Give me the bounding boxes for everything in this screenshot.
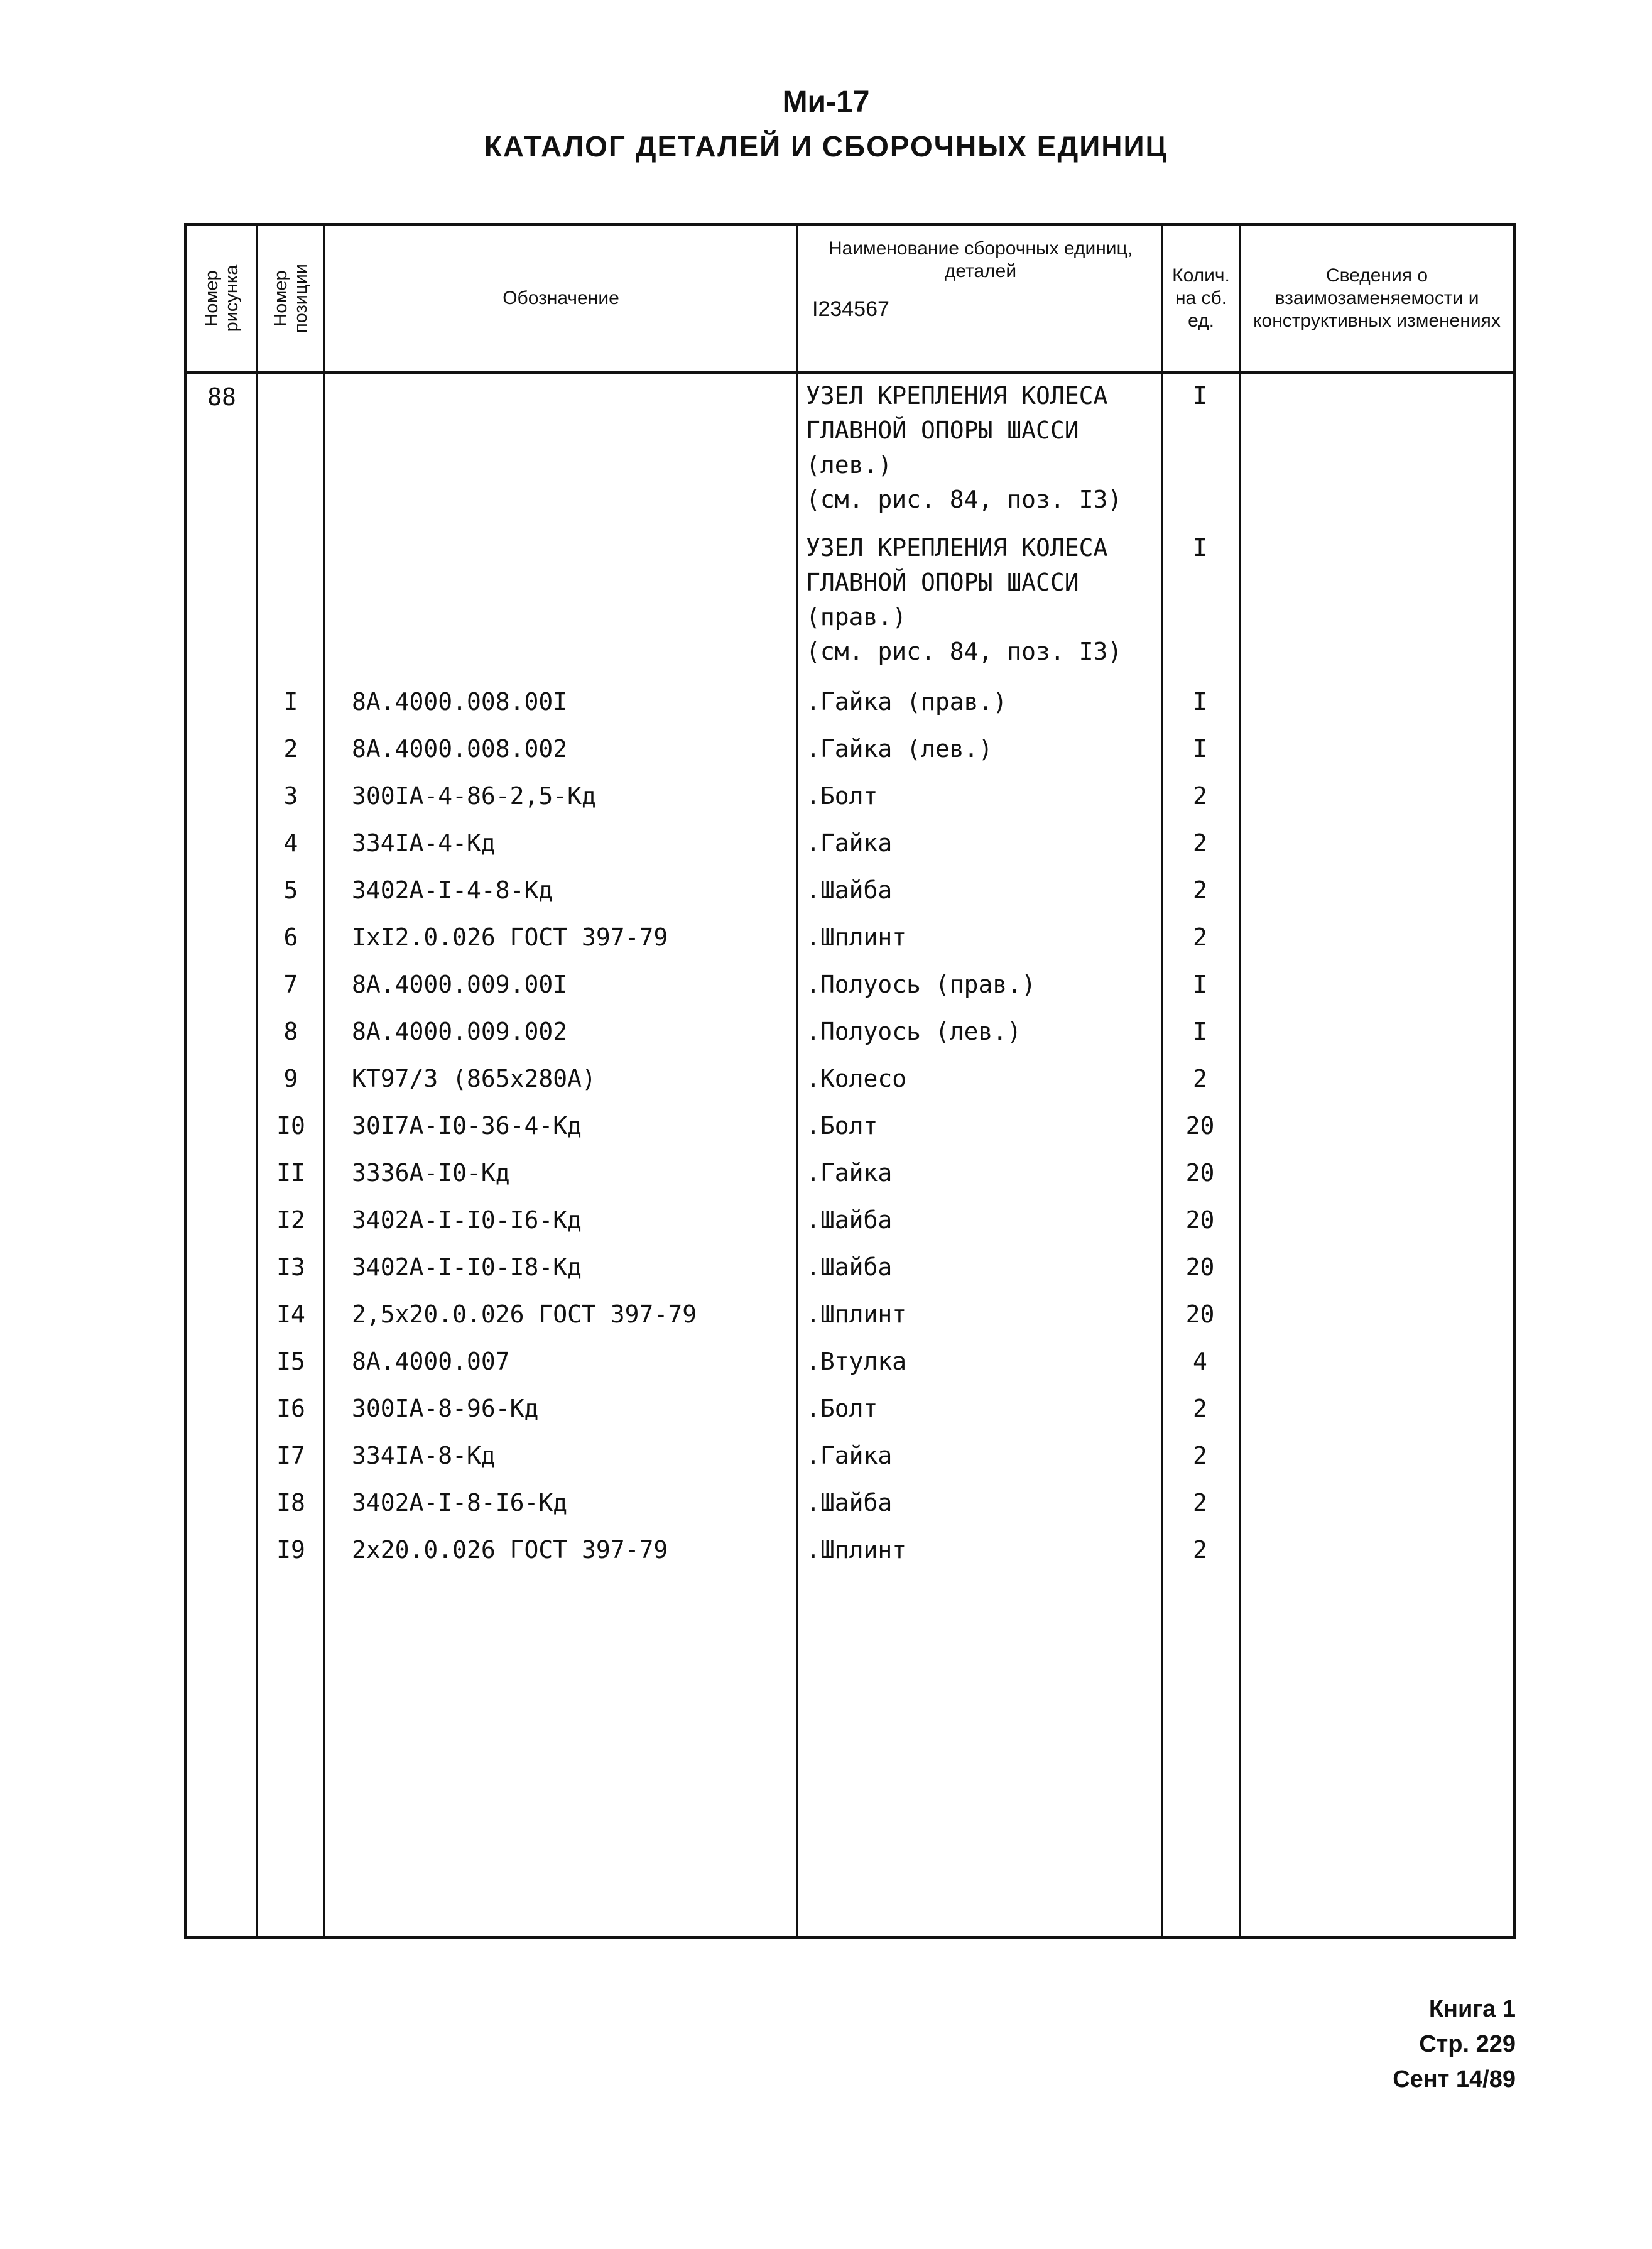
- position-number: I9: [276, 1536, 305, 1564]
- part-designation: IxI2.0.026 ГОСТ 397-79: [352, 923, 668, 951]
- part-name: .Гайка: [806, 1159, 893, 1187]
- part-designation: 334IА-4-Кд: [352, 829, 496, 857]
- assembly-line: (см. рис. 84, поз. I3): [806, 638, 1122, 665]
- position-number: I6: [276, 1395, 305, 1422]
- page-header: [0, 80, 1652, 168]
- part-designation: 3402А-I-I0-I8-Кд: [352, 1253, 582, 1281]
- part-name: .Полуось (прав.): [806, 971, 1036, 998]
- part-name: .Гайка (прав.): [806, 688, 1008, 716]
- part-name: .Шайба: [806, 1206, 893, 1234]
- part-quantity: I: [1193, 688, 1207, 716]
- part-designation: 8А.4000.008.00I: [352, 688, 568, 716]
- assembly-line: (см. рис. 84, поз. I3): [806, 486, 1122, 513]
- position-number: I3: [276, 1253, 305, 1281]
- revision-date: Сент 14/89: [1393, 2066, 1516, 2093]
- assembly-quantity: I: [1193, 382, 1207, 410]
- position-number: 6: [283, 923, 298, 951]
- position-number: I5: [276, 1348, 305, 1375]
- part-name: .Гайка (лев.): [806, 735, 993, 763]
- position-number: 8: [283, 1018, 298, 1045]
- position-number: I0: [276, 1112, 305, 1140]
- position-number: 2: [283, 735, 298, 763]
- part-quantity: 2: [1193, 782, 1207, 810]
- assembly-line: УЗЕЛ КРЕПЛЕНИЯ КОЛЕСА: [806, 534, 1108, 562]
- position-number: I7: [276, 1442, 305, 1469]
- part-designation: 3402А-I-8-I6-Кд: [352, 1489, 568, 1517]
- header-name: Наименование сборочных единиц, деталей I234567: [798, 226, 1161, 371]
- part-name: .Колесо: [806, 1065, 907, 1092]
- assembly-line: ГЛАВНОЙ ОПОРЫ ШАССИ: [806, 569, 1079, 596]
- position-number: I: [283, 688, 298, 716]
- part-designation: 3402А-I-I0-I6-Кд: [352, 1206, 582, 1234]
- position-number: 7: [283, 971, 298, 998]
- part-designation: 2,5x20.0.026 ГОСТ 397-79: [352, 1300, 697, 1328]
- page-number: Стр. 229: [1419, 2031, 1516, 2057]
- part-name: .Гайка: [806, 829, 893, 857]
- part-designation: 8А.4000.008.002: [352, 735, 568, 763]
- position-number: 9: [283, 1065, 298, 1092]
- position-number: II: [276, 1159, 305, 1187]
- part-quantity: 4: [1193, 1348, 1207, 1375]
- name-index-code: I234567: [812, 297, 889, 321]
- part-name: .Болт: [806, 782, 878, 810]
- part-designation: КТ97/3 (865x280А): [352, 1065, 596, 1092]
- position-number: I8: [276, 1489, 305, 1517]
- part-name: .Шайба: [806, 876, 893, 904]
- part-quantity: 20: [1185, 1159, 1215, 1187]
- page-subtitle: КАТАЛОГ ДЕТАЛЕЙ И СБОРОЧНЫХ ЕДИНИЦ: [484, 130, 1168, 163]
- part-designation: 334IА-8-Кд: [352, 1442, 496, 1469]
- part-designation: 2x20.0.026 ГОСТ 397-79: [352, 1536, 668, 1564]
- part-name: .Болт: [806, 1395, 878, 1422]
- position-number: I4: [276, 1300, 305, 1328]
- part-designation: 300IА-8-96-Кд: [352, 1395, 539, 1422]
- part-quantity: 20: [1185, 1206, 1215, 1234]
- part-quantity: 2: [1193, 876, 1207, 904]
- part-name: .Шайба: [806, 1489, 893, 1517]
- column-divider: [796, 226, 798, 1936]
- part-designation: 8А.4000.009.002: [352, 1018, 568, 1045]
- part-quantity: 20: [1185, 1253, 1215, 1281]
- part-quantity: I: [1193, 1018, 1207, 1045]
- assembly-line: (прав.): [806, 603, 907, 631]
- part-quantity: 2: [1193, 1536, 1207, 1564]
- part-name: .Болт: [806, 1112, 878, 1140]
- part-quantity: 2: [1193, 1395, 1207, 1422]
- part-quantity: 2: [1193, 1489, 1207, 1517]
- part-designation: 300IА-4-86-2,5-Кд: [352, 782, 596, 810]
- part-designation: 8А.4000.009.00I: [352, 971, 568, 998]
- part-designation: 30I7А-I0-36-4-Кд: [352, 1112, 582, 1140]
- part-designation: 8А.4000.007: [352, 1348, 510, 1375]
- parts-catalog-table: [184, 223, 1516, 1939]
- part-quantity: 2: [1193, 829, 1207, 857]
- part-quantity: 2: [1193, 923, 1207, 951]
- part-quantity: 20: [1185, 1300, 1215, 1328]
- part-name: .Шплинт: [806, 923, 907, 951]
- part-name: .Гайка: [806, 1442, 893, 1469]
- header-position-number: Номер позиции: [271, 263, 312, 334]
- header-figure-number: Номер рисунка: [202, 264, 242, 332]
- position-number: 3: [283, 782, 298, 810]
- header-quantity: Колич. на сб. ед.: [1172, 265, 1230, 331]
- page-title: Ми-17: [782, 85, 870, 119]
- part-name: .Шайба: [806, 1253, 893, 1281]
- header-designation: Обозначение: [503, 288, 619, 308]
- part-quantity: 20: [1185, 1112, 1215, 1140]
- part-designation: 3336А-I0-Кд: [352, 1159, 510, 1187]
- header-interchangeability: Сведения о взаимозаменяемости и конструктивных изменениях: [1253, 265, 1501, 331]
- figure-number: 88: [207, 383, 236, 411]
- assembly-line: (лев.): [806, 451, 893, 479]
- part-designation: 3402А-I-4-8-Кд: [352, 876, 553, 904]
- part-name: .Шплинт: [806, 1536, 907, 1564]
- column-divider: [1239, 226, 1241, 1936]
- assembly-line: ГЛАВНОЙ ОПОРЫ ШАССИ: [806, 417, 1079, 444]
- part-name: .Полуось (лев.): [806, 1018, 1022, 1045]
- part-name: .Шплинт: [806, 1300, 907, 1328]
- assembly-line: УЗЕЛ КРЕПЛЕНИЯ КОЛЕСА: [806, 382, 1108, 410]
- book-label: Книга 1: [1428, 1996, 1516, 2022]
- assembly-quantity: I: [1193, 534, 1207, 562]
- position-number: I2: [276, 1206, 305, 1234]
- header-divider: [187, 371, 1513, 374]
- part-quantity: 2: [1193, 1442, 1207, 1469]
- position-number: 4: [283, 829, 298, 857]
- part-quantity: I: [1193, 971, 1207, 998]
- position-number: 5: [283, 876, 298, 904]
- page-footer: [1393, 1991, 1516, 2097]
- part-name: .Втулка: [806, 1348, 907, 1375]
- part-quantity: 2: [1193, 1065, 1207, 1092]
- part-quantity: I: [1193, 735, 1207, 763]
